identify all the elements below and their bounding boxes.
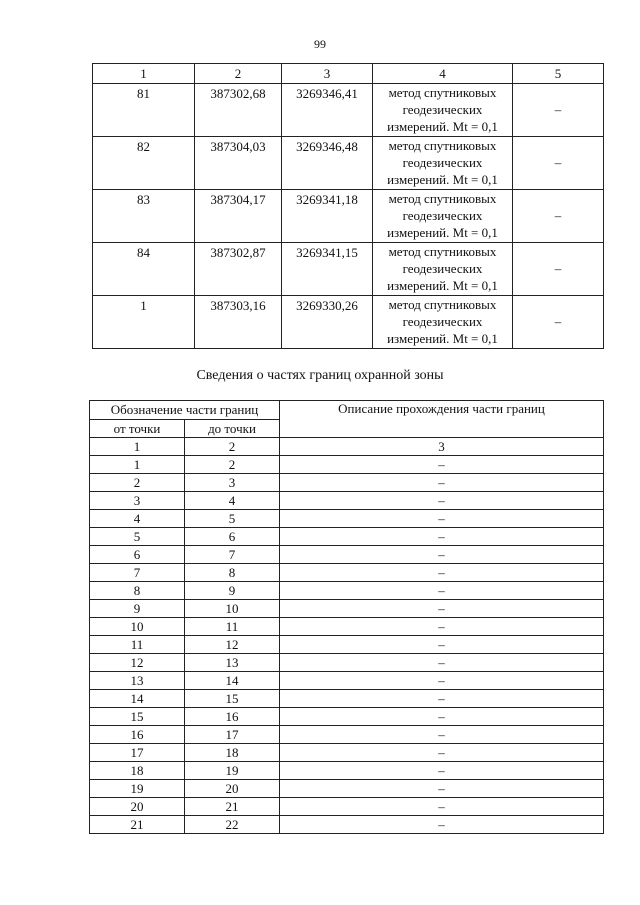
- to-point-cell: 20: [185, 780, 280, 798]
- table-row: [90, 600, 604, 618]
- to-point-cell: 3: [185, 474, 280, 492]
- from-point-cell: 12: [90, 654, 185, 672]
- table-row: [93, 137, 604, 190]
- to-point-cell: 2: [185, 456, 280, 474]
- table-row: [90, 456, 604, 474]
- from-point-cell: 10: [90, 618, 185, 636]
- to-point-cell: 7: [185, 546, 280, 564]
- description-header: Описание прохождения части границ: [280, 401, 604, 438]
- to-point-cell: 9: [185, 582, 280, 600]
- to-point-cell: 18: [185, 744, 280, 762]
- section-title: Сведения о частях границ охранной зоны: [196, 368, 444, 383]
- description-cell: –: [280, 600, 604, 618]
- description-cell: 3: [280, 438, 604, 456]
- column-5-cell: –: [513, 84, 604, 137]
- description-cell: –: [280, 456, 604, 474]
- y-coordinate-cell: 3269341,18: [282, 190, 373, 243]
- table-row: [90, 690, 604, 708]
- description-cell: –: [280, 816, 604, 834]
- from-point-cell: 1: [90, 456, 185, 474]
- table-row: [90, 582, 604, 600]
- method-cell: метод спутниковых геодезических измерений. Mt = 0,1: [373, 243, 513, 296]
- from-point-cell: 2: [90, 474, 185, 492]
- method-cell: метод спутниковых геодезических измерений. Mt = 0,1: [373, 190, 513, 243]
- to-point-cell: 4: [185, 492, 280, 510]
- from-point-cell: 5: [90, 528, 185, 546]
- description-cell: –: [280, 672, 604, 690]
- table-row: [93, 190, 604, 243]
- description-cell: –: [280, 582, 604, 600]
- table-row: [90, 636, 604, 654]
- to-point-cell: 12: [185, 636, 280, 654]
- method-cell: метод спутниковых геодезических измерений. Mt = 0,1: [373, 137, 513, 190]
- table-row: [90, 546, 604, 564]
- description-cell: –: [280, 564, 604, 582]
- description-cell: –: [280, 690, 604, 708]
- to-point-cell: 5: [185, 510, 280, 528]
- boundary-parts-table: [89, 400, 604, 834]
- description-cell: –: [280, 546, 604, 564]
- to-point-cell: 19: [185, 762, 280, 780]
- from-point-cell: 9: [90, 600, 185, 618]
- y-coordinate-cell: 3269346,41: [282, 84, 373, 137]
- table-row: [90, 564, 604, 582]
- description-cell: –: [280, 654, 604, 672]
- column-header: 4: [373, 64, 513, 84]
- table-row: [90, 780, 604, 798]
- x-coordinate-cell: 387304,03: [195, 137, 282, 190]
- table-row: [90, 618, 604, 636]
- x-coordinate-cell: 387302,68: [195, 84, 282, 137]
- description-cell: –: [280, 492, 604, 510]
- table-row: [90, 762, 604, 780]
- description-cell: –: [280, 744, 604, 762]
- page-number: 99: [314, 37, 326, 51]
- to-point-cell: 21: [185, 798, 280, 816]
- from-point-cell: 18: [90, 762, 185, 780]
- description-cell: –: [280, 510, 604, 528]
- boundary-part-designation-header: Обозначение части границ: [90, 401, 280, 420]
- coordinates-table-body: [93, 64, 604, 349]
- column-header: 2: [195, 64, 282, 84]
- from-point-cell: 19: [90, 780, 185, 798]
- from-point-cell: 11: [90, 636, 185, 654]
- table-row: [90, 438, 604, 456]
- y-coordinate-cell: 3269341,15: [282, 243, 373, 296]
- from-point-cell: 7: [90, 564, 185, 582]
- to-point-cell: 2: [185, 438, 280, 456]
- column-header: 1: [93, 64, 195, 84]
- description-cell: –: [280, 636, 604, 654]
- to-point-cell: 15: [185, 690, 280, 708]
- from-point-header: от точки: [90, 420, 185, 438]
- coordinates-table: [92, 63, 604, 349]
- from-point-cell: 21: [90, 816, 185, 834]
- coordinates-header-row: [93, 64, 604, 84]
- x-coordinate-cell: 387302,87: [195, 243, 282, 296]
- from-point-cell: 6: [90, 546, 185, 564]
- description-cell: –: [280, 528, 604, 546]
- from-point-cell: 16: [90, 726, 185, 744]
- from-point-cell: 15: [90, 708, 185, 726]
- column-5-cell: –: [513, 190, 604, 243]
- from-point-cell: 13: [90, 672, 185, 690]
- table-row: [93, 243, 604, 296]
- to-point-cell: 17: [185, 726, 280, 744]
- column-5-cell: –: [513, 137, 604, 190]
- to-point-cell: 11: [185, 618, 280, 636]
- description-cell: –: [280, 618, 604, 636]
- table-row: [93, 84, 604, 137]
- column-5-cell: –: [513, 243, 604, 296]
- to-point-header: до точки: [185, 420, 280, 438]
- description-cell: –: [280, 762, 604, 780]
- y-coordinate-cell: 3269346,48: [282, 137, 373, 190]
- point-number-cell: 1: [93, 296, 195, 349]
- table-row: [90, 654, 604, 672]
- to-point-cell: 6: [185, 528, 280, 546]
- from-point-cell: 4: [90, 510, 185, 528]
- from-point-cell: 3: [90, 492, 185, 510]
- from-point-cell: 8: [90, 582, 185, 600]
- table-row: [90, 672, 604, 690]
- description-cell: –: [280, 708, 604, 726]
- parts-header-row: [90, 401, 604, 420]
- description-cell: –: [280, 474, 604, 492]
- table-row: [90, 798, 604, 816]
- method-cell: метод спутниковых геодезических измерений. Mt = 0,1: [373, 84, 513, 137]
- description-cell: –: [280, 798, 604, 816]
- point-number-cell: 83: [93, 190, 195, 243]
- x-coordinate-cell: 387304,17: [195, 190, 282, 243]
- table-row: [90, 816, 604, 834]
- table-row: [90, 492, 604, 510]
- to-point-cell: 13: [185, 654, 280, 672]
- description-cell: –: [280, 780, 604, 798]
- table-row: [90, 708, 604, 726]
- table-row: [90, 726, 604, 744]
- to-point-cell: 10: [185, 600, 280, 618]
- x-coordinate-cell: 387303,16: [195, 296, 282, 349]
- point-number-cell: 84: [93, 243, 195, 296]
- y-coordinate-cell: 3269330,26: [282, 296, 373, 349]
- column-header: 3: [282, 64, 373, 84]
- to-point-cell: 22: [185, 816, 280, 834]
- table-row: [93, 296, 604, 349]
- point-number-cell: 81: [93, 84, 195, 137]
- point-number-cell: 82: [93, 137, 195, 190]
- from-point-cell: 17: [90, 744, 185, 762]
- from-point-cell: 20: [90, 798, 185, 816]
- column-header: 5: [513, 64, 604, 84]
- method-cell: метод спутниковых геодезических измерений. Mt = 0,1: [373, 296, 513, 349]
- table-row: [90, 474, 604, 492]
- to-point-cell: 16: [185, 708, 280, 726]
- table-row: [90, 744, 604, 762]
- table-row: [90, 528, 604, 546]
- boundary-parts-table-body: [90, 401, 604, 834]
- table-row: [90, 510, 604, 528]
- column-5-cell: –: [513, 296, 604, 349]
- from-point-cell: 14: [90, 690, 185, 708]
- description-cell: –: [280, 726, 604, 744]
- from-point-cell: 1: [90, 438, 185, 456]
- to-point-cell: 8: [185, 564, 280, 582]
- to-point-cell: 14: [185, 672, 280, 690]
